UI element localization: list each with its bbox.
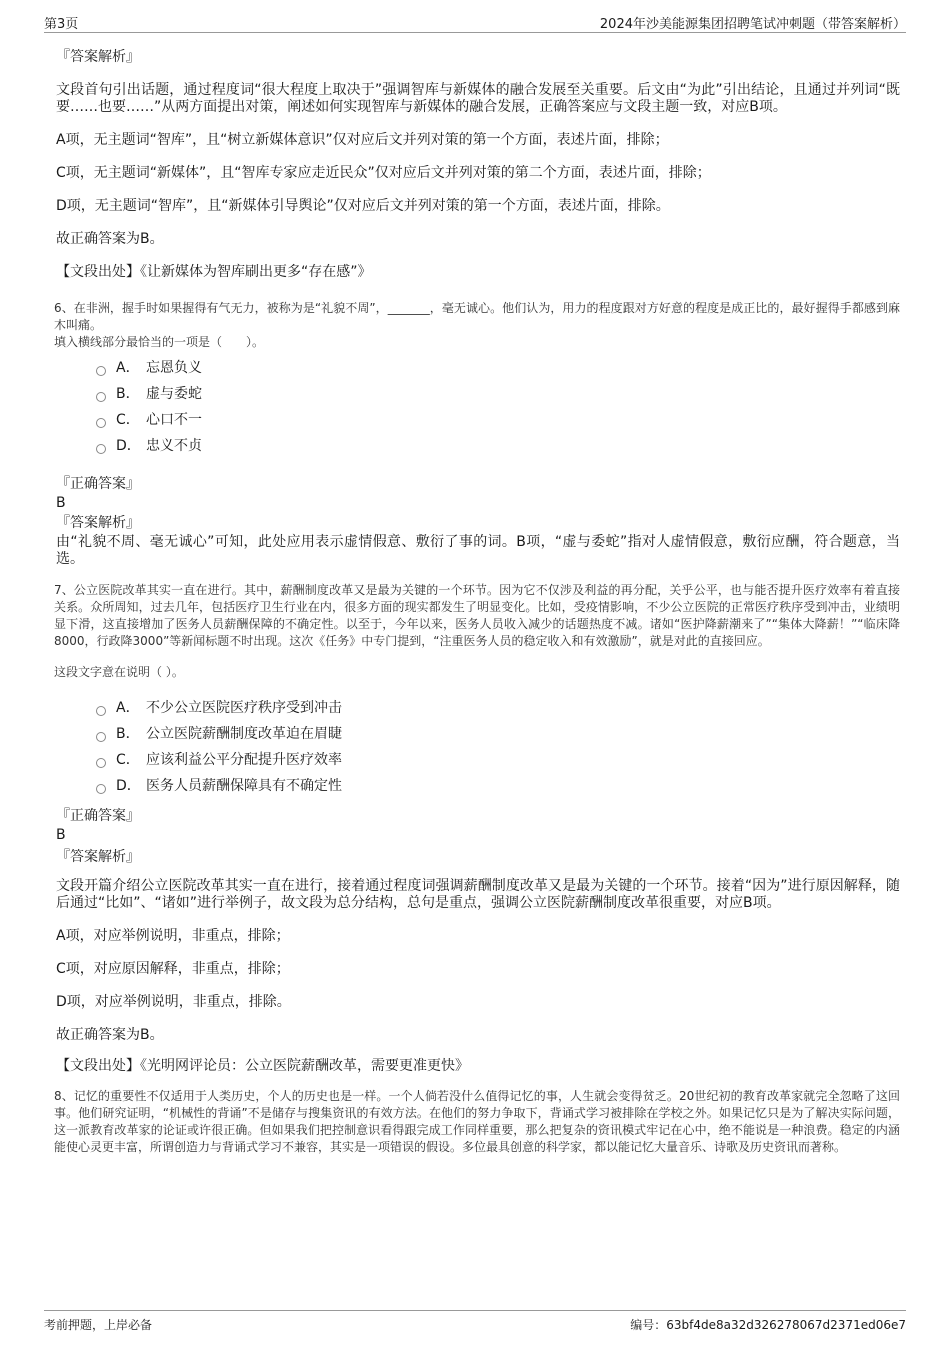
document-code: 编号：63bf4de8a32d326278067d2371ed06e7 bbox=[630, 1318, 906, 1332]
document-title: 2024年沙美能源集团招聘笔试冲刺题（带答案解析） bbox=[599, 17, 906, 32]
footer-slogan: 考前押题，上岸必备 bbox=[44, 1318, 153, 1332]
radio-button[interactable] bbox=[96, 366, 106, 376]
radio-button[interactable] bbox=[96, 444, 106, 454]
question-7-option-c[interactable]: C． 应该利益公平分配提升医疗效率 bbox=[96, 747, 900, 773]
page-number: 第3页 bbox=[44, 17, 79, 32]
correct-answer-tag: 『正确答案』 bbox=[56, 808, 140, 824]
analysis-tag: 『答案解析』 bbox=[56, 515, 140, 531]
radio-button[interactable] bbox=[96, 392, 106, 402]
question-6-prompt: 填入横线部分最恰当的一项是（ ）。 bbox=[54, 335, 265, 349]
analysis-option-d: D项，对应举例说明，非重点，排除。 bbox=[56, 994, 291, 1010]
question-6-option-d[interactable]: D． 忠义不贞 bbox=[96, 433, 900, 459]
analysis-tag: 『答案解析』 bbox=[56, 49, 140, 65]
question-6-options bbox=[56, 355, 900, 459]
analysis-option-c: C项，无主题词“新媒体”，且“智库专家应走近民众”仅对应后文并列对策的第二个方面，表述片面，排除； bbox=[56, 165, 711, 181]
radio-button[interactable] bbox=[96, 732, 106, 742]
question-7-stem: 7、公立医院改革其实一直在进行。其中，薪酬制度改革又是最为关键的一个环节。因为它不仅涉及利益的再分配，关乎公平，也与能否提升医疗效率有着直接关系。众所周知，过去几年，包括医疗卫生行业在内，很多方面的现实都发生了明显变化。比如，受疫情影响，不少公立医院的正常医疗秩序受到冲击，业绩明显下滑，这直接增加了医务人员薪酬保障的不确定性。以至于，今年以来，医务人员收入减少的话题热度不减。诸如“医护降薪潮来了”“集体大降薪！”“临床降8000，行政降3000”等新闻标题不时出现。这次《任务》中专门提到，“注重医务人员的稳定收入和有效激励”，就是对此的直接回应。 bbox=[54, 583, 900, 648]
radio-button[interactable] bbox=[96, 758, 106, 768]
page-content bbox=[56, 44, 900, 1156]
analysis-text: 文段首句引出话题，通过程度词“很大程度上取决于”强调智库与新媒体的融合发展至关重要。后文由“为此”引出结论，且通过并列词“既要……也要……”从两方面提出对策，阐述如何实现智库与新媒体的融合发展，正确答案应与文段主题一致，对应B项。 bbox=[56, 82, 900, 115]
passage-source: 【文段出处】《光明网评论员：公立医院薪酬改革，需要更准更快》 bbox=[56, 1058, 469, 1074]
correct-answer: B bbox=[56, 495, 66, 511]
question-7-options bbox=[56, 695, 900, 799]
passage-source: 【文段出处】《让新媒体为智库刷出更多“存在感”》 bbox=[56, 264, 372, 280]
question-6-option-b[interactable]: B． 虚与委蛇 bbox=[96, 381, 900, 407]
analysis-option-d: D项，无主题词“智库”，且“新媒体引导舆论”仅对应后文并列对策的第一个方面，表述片面，排除。 bbox=[56, 198, 670, 214]
page-header bbox=[44, 10, 906, 33]
question-7-option-b[interactable]: B． 公立医院薪酬制度改革迫在眉睫 bbox=[96, 721, 900, 747]
page-footer bbox=[44, 1310, 906, 1335]
question-6-option-a[interactable]: A． 忘恩负义 bbox=[96, 355, 900, 381]
question-7-prompt: 这段文字意在说明（ ）。 bbox=[54, 665, 184, 679]
analysis-conclusion: 故正确答案为B。 bbox=[56, 1027, 164, 1043]
correct-answer: B bbox=[56, 827, 66, 843]
question-6-option-c[interactable]: C． 心口不一 bbox=[96, 407, 900, 433]
radio-button[interactable] bbox=[96, 418, 106, 428]
analysis-conclusion: 故正确答案为B。 bbox=[56, 231, 164, 247]
analysis-text: 由“礼貌不周、毫无诚心”可知，此处应用表示虚情假意、敷衍了事的词。B项，“虚与委蛇”指对人虚情假意，敷衍应酬，符合题意，当选。 bbox=[56, 534, 900, 567]
analysis-tag: 『答案解析』 bbox=[56, 849, 140, 865]
question-7-option-a[interactable]: A． 不少公立医院医疗秩序受到冲击 bbox=[96, 695, 900, 721]
question-7-option-d[interactable]: D． 医务人员薪酬保障具有不确定性 bbox=[96, 773, 900, 799]
question-8-stem: 8、记忆的重要性不仅适用于人类历史，个人的历史也是一样。一个人倘若没什么值得记忆的事，人生就会变得贫乏。20世纪初的教育改革家就完全忽略了这回事。他们研究证明，“机械性的背诵”不是储存与搜集资讯的有效方法。在他们的努力争取下，背诵式学习被排除在学校之外。如果记忆只是为了解决实际问题，这一派教育改革家的论证或许很正确。但如果我们把控制意识看得跟完成工作同样重要，那么把复杂的资讯模式牢记在心中，绝不能说是一种浪费。稳定的内涵能使心灵更丰富，所谓创造力与背诵式学习不兼容，其实是一项错误的假设。多位最具创意的科学家，都以能记忆大量音乐、诗歌及历史资讯而著称。 bbox=[54, 1089, 900, 1154]
question-6-stem: 6、在非洲，握手时如果握得有气无力，被称为是“礼貌不周”，_______，毫无诚心。他们认为，用力的程度跟对方好意的程度是成正比的，最好握得手都感到麻木叫痛。 bbox=[54, 301, 900, 332]
analysis-option-a: A项，无主题词“智库”，且“树立新媒体意识”仅对应后文并列对策的第一个方面，表述片面，排除； bbox=[56, 132, 669, 148]
correct-answer-tag: 『正确答案』 bbox=[56, 476, 140, 492]
radio-button[interactable] bbox=[96, 706, 106, 716]
analysis-text: 文段开篇介绍公立医院改革其实一直在进行，接着通过程度词强调薪酬制度改革又是最为关键的一个环节。接着“因为”进行原因解释，随后通过“比如”、“诸如”进行举例子，故文段为总分结构，总句是重点，强调公立医院薪酬制度改革很重要，对应B项。 bbox=[56, 878, 900, 911]
analysis-option-c: C项，对应原因解释，非重点，排除； bbox=[56, 961, 290, 977]
analysis-option-a: A项，对应举例说明，非重点，排除； bbox=[56, 928, 290, 944]
radio-button[interactable] bbox=[96, 784, 106, 794]
